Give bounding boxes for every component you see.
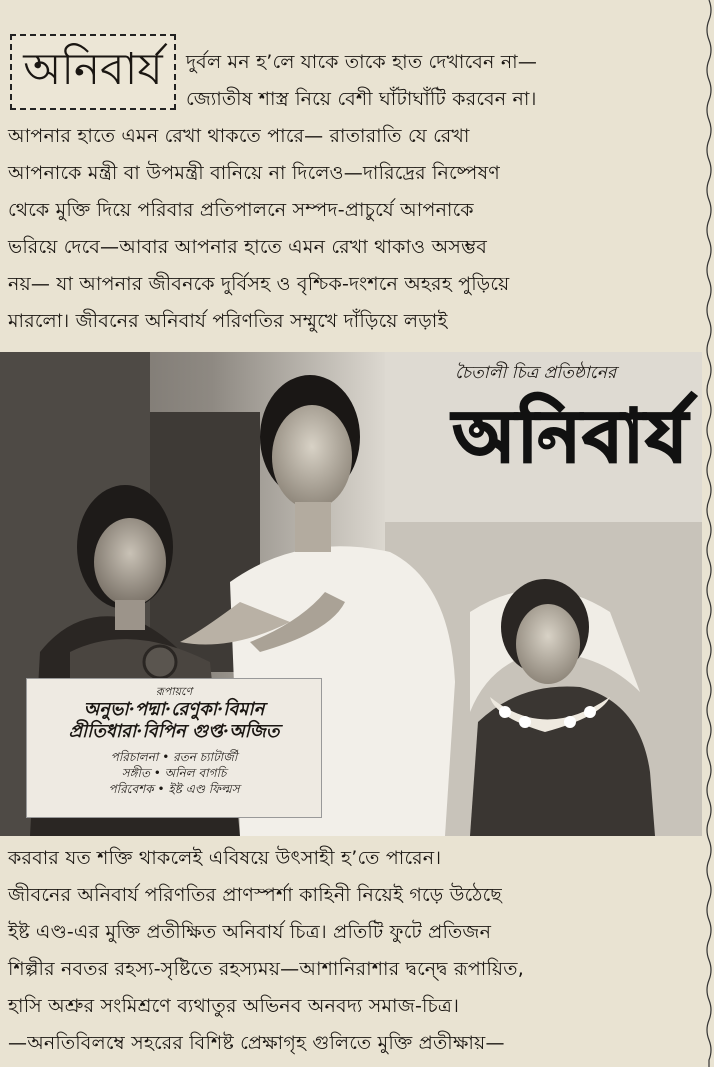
- top-line-7: নয়— যা আপনার জীবনকে দুর্বিসহ ও বৃশ্চিক-দংশনে অহরহ পুড়িয়ে: [8, 273, 510, 295]
- top-line-2: জ্যোতীষ শাস্ত্র নিয়ে বেশী ঘাঁটাঘাঁটি করবেন না।: [186, 88, 537, 110]
- cast-line-2: প্রীতিধারা·বিপিন গুপ্ত·অজিত: [68, 721, 280, 742]
- director-credit: পরিচালনা • রতন চ্যাটার্জী: [110, 750, 238, 764]
- top-line-5: থেকে মুক্তি দিয়ে পরিবার প্রতিপালনে সম্পদ-প্রাচুর্যে আপনাকে: [8, 199, 474, 221]
- top-line-4: আপনাকে মন্ত্রী বা উপমন্ত্রী বানিয়ে না দিলেও—দারিদ্রের নিষ্পেষণ: [8, 162, 500, 184]
- bottom-line-4: শিল্পীর নবতর রহস্য-সৃষ্টিতে রহস্যময়—আশানিরাশার দ্বন্দ্বে রূপায়িত,: [8, 958, 524, 980]
- credits-heading: রূপায়ণে: [155, 685, 193, 698]
- studio-tagline: চৈতালী চিত্র প্রতিষ্ঠানের: [455, 363, 617, 383]
- music-credit: সঙ্গীত • অনিল বাগচি: [121, 766, 227, 780]
- wavy-border: [704, 0, 714, 1067]
- bottom-line-1: করবার যত শক্তি থাকলেই এবিষয়ে উৎসাহী হ’তে পারেন।: [8, 847, 442, 869]
- bottom-line-5: হাসি অশ্রুর সংমিশ্রণে ব্যথাতুর অভিনব অনবদ্য সমাজ-চিত্র।: [8, 995, 460, 1017]
- top-line-6: ভরিয়ে দেবে—আবার আপনার হাতে এমন রেখা থাকাও অসম্ভব: [8, 236, 487, 258]
- top-line-8: মারলো। জীবনের অনিবার্য পরিণতির সম্মুখে দাঁড়িয়ে লড়াই: [8, 310, 448, 332]
- bottom-line-3: ইষ্ট এণ্ড-এর মুক্তি প্রতীক্ষিত অনিবার্য চিত্র। প্রতিটি ফুটে প্রতিজন: [8, 921, 492, 943]
- poster-film-title: অনিবার্য: [452, 393, 690, 478]
- cast-line-1: অনুভা·পদ্মা·রেণুকা·বিমান: [83, 699, 265, 720]
- distributor-credit: পরিবেশক • ইষ্ট এণ্ড ফিল্মস: [108, 782, 240, 796]
- title-box-text: অনিবার্য: [23, 43, 163, 95]
- credits-box: [26, 678, 322, 818]
- bottom-line-6: —অনতিবিলম্বে সহরের বিশিষ্ট প্রেক্ষাগৃহ গুলিতে মুক্তি প্রতীক্ষায়—: [8, 1032, 505, 1054]
- top-line-1: দুর্বল মন হ’লে যাকে তাকে হাত দেখাবেন না—: [186, 51, 538, 73]
- top-line-3: আপনার হাতে এমন রেখা থাকতে পারে— রাতারাতি যে রেখা: [8, 125, 470, 147]
- title-box: [10, 34, 176, 110]
- bottom-line-2: জীবনের অনিবার্য পরিণতির প্রাণস্পর্শা কাহিনী নিয়েই গড়ে উঠেছে: [8, 884, 502, 906]
